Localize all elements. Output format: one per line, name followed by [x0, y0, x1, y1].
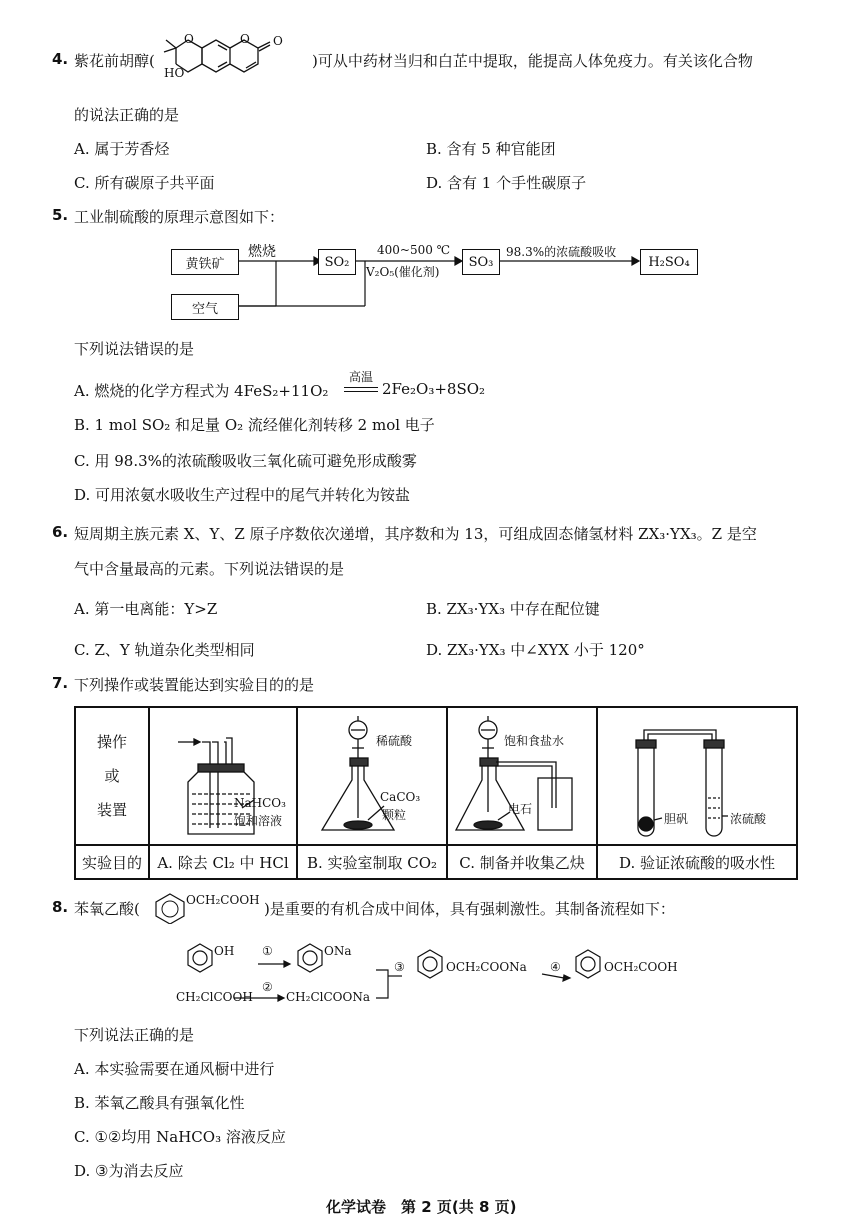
flow-box-pyrite: 黄铁矿	[171, 249, 239, 275]
option-a: A. 第一电离能：Y>Z	[74, 600, 218, 618]
option-b: B. ZX₃·YX₃ 中存在配位键	[426, 600, 600, 618]
equation-bar-top	[344, 387, 378, 388]
option-a: A. 属于芳香烃	[74, 140, 170, 158]
flow-label-burn: 燃烧	[248, 244, 276, 260]
scheme-product-3: OCH₂COONa	[446, 960, 527, 974]
apparatus-b-cell	[297, 707, 447, 845]
question-stem-cont: )是重要的有机合成中间体，具有强刺激性。其制备流程如下：	[264, 900, 675, 918]
apparatus-a-cell	[149, 707, 297, 845]
row-label-1: 操作	[96, 733, 127, 751]
scheme-product-1: ONa	[324, 944, 352, 958]
flow-label-absorb: 98.3%的浓硫酸吸收	[506, 245, 617, 259]
conical-flask-funnel-icon	[298, 708, 446, 844]
purpose-c: C. 制备并收集乙炔	[447, 845, 597, 879]
apparatus-c-cell	[447, 707, 597, 845]
option-a: A. 燃烧的化学方程式为 4FeS₂+11O₂	[74, 382, 329, 400]
apparatus-c-label-1: 饱和食盐水	[504, 734, 565, 748]
option-b: B. 含有 5 种官能团	[426, 140, 556, 158]
acetylene-setup-icon	[448, 708, 596, 844]
option-d: D. ③为消去反应	[74, 1162, 184, 1180]
flow-box-so3: SO₃	[462, 249, 500, 275]
apparatus-b-label-2: CaCO₃	[380, 790, 421, 804]
question-prompt: 下列说法正确的是	[74, 1026, 195, 1044]
option-a-condition: 高温	[349, 370, 374, 384]
flow-box-h2so4: H₂SO₄	[640, 249, 698, 275]
option-d: D. ZX₃·YX₃ 中∠XYX 小于 120°	[426, 641, 645, 659]
benzene-ring-icon	[150, 892, 190, 924]
purpose-d: D. 验证浓硫酸的吸水性	[597, 845, 797, 879]
flow-box-so2: SO₂	[318, 249, 356, 275]
option-b: B. 苯氧乙酸具有强氧化性	[74, 1094, 245, 1112]
apparatus-a-label-2: 饱和溶液	[234, 814, 283, 828]
stem-molecule-label: OCH₂COOH	[186, 893, 260, 907]
scheme-step-2: ②	[262, 980, 273, 994]
reaction-scheme-graphics	[180, 940, 720, 1010]
question-number: 5.	[52, 206, 69, 224]
flow-label-catalyst: V₂O₅(催化剂)	[366, 265, 440, 279]
option-b: B. 1 mol SO₂ 和足量 O₂ 流经催化剂转移 2 mol 电子	[74, 416, 435, 434]
apparatus-d-cell	[597, 707, 797, 845]
question-stem: 紫花前胡醇(	[74, 52, 155, 70]
mol-label-o1: O	[184, 32, 194, 46]
scheme-reactant-2: CH₂ClCOOH	[176, 990, 253, 1004]
question-number: 6.	[52, 523, 69, 541]
scheme-step-1: ①	[262, 944, 273, 958]
apparatus-d-label-1: 胆矾	[664, 812, 689, 826]
scheme-step-3: ③	[394, 960, 405, 974]
experiment-table	[74, 706, 798, 880]
option-c: C. ①②均用 NaHCO₃ 溶液反应	[74, 1128, 286, 1146]
row-label-3: 装置	[96, 801, 127, 819]
question-stem-cont: )可从中药材当归和白芷中提取，能提高人体免疫力。有关该化合物	[312, 52, 753, 70]
scheme-reactant-1: OH	[214, 944, 235, 958]
flow-box-air: 空气	[171, 294, 239, 320]
row-label-2: 或	[104, 767, 120, 785]
question-stem-line2: 气中含量最高的元素。下列说法错误的是	[74, 560, 345, 578]
question-number: 4.	[52, 50, 69, 68]
option-a: A. 本实验需要在通风橱中进行	[74, 1060, 275, 1078]
page-footer: 化学试卷 第 2 页(共 8 页)	[326, 1198, 517, 1216]
apparatus-a-label-1: NaHCO₃	[234, 796, 286, 810]
question-number: 8.	[52, 898, 69, 916]
purpose-label: 实验目的	[75, 845, 149, 879]
option-d: D. 可用浓氨水吸收生产过程中的尾气并转化为铵盐	[74, 486, 411, 504]
apparatus-c-label-2: 电石	[508, 802, 533, 816]
scheme-step-4: ④	[550, 960, 561, 974]
question-stem-line2: 的说法正确的是	[74, 106, 180, 124]
purpose-a: A. 除去 Cl₂ 中 HCl	[149, 845, 297, 879]
apparatus-d-label-2: 浓硫酸	[730, 812, 767, 826]
sealed-tubes-icon	[598, 708, 796, 844]
option-a-products: 2Fe₂O₃+8SO₂	[382, 380, 486, 398]
scheme-product-4: OCH₂COOH	[604, 960, 678, 974]
question-stem: 苯氧乙酸(	[74, 900, 140, 918]
mol-label-ho: HO	[164, 66, 185, 80]
scheme-product-2: CH₂ClCOONa	[286, 990, 370, 1004]
equation-bar-bottom	[344, 391, 378, 392]
flow-label-temp: 400~500 ℃	[377, 243, 451, 257]
question-stem: 工业制硫酸的原理示意图如下：	[74, 208, 285, 226]
option-c: C. Z、Y 轨道杂化类型相同	[74, 641, 255, 659]
apparatus-b-label-1: 稀硫酸	[376, 734, 413, 748]
apparatus-b-label-3: 颗粒	[382, 808, 407, 822]
purpose-b: B. 实验室制取 CO₂	[297, 845, 447, 879]
question-stem: 下列操作或装置能达到实验目的的是	[74, 676, 315, 694]
option-c: C. 用 98.3%的浓硫酸吸收三氧化硫可避免形成酸雾	[74, 452, 417, 470]
option-c: C. 所有碳原子共平面	[74, 174, 215, 192]
mol-label-o3: O	[273, 34, 283, 48]
row-label-cell	[75, 707, 149, 845]
mol-label-o2: O	[240, 32, 250, 46]
question-stem: 短周期主族元素 X、Y、Z 原子序数依次递增，其序数和为 13，可组成固态储氢材料 ZX₃·YX₃。Z 是空	[74, 525, 757, 543]
option-d: D. 含有 1 个手性碳原子	[426, 174, 587, 192]
question-number: 7.	[52, 674, 69, 692]
question-prompt: 下列说法错误的是	[74, 340, 195, 358]
